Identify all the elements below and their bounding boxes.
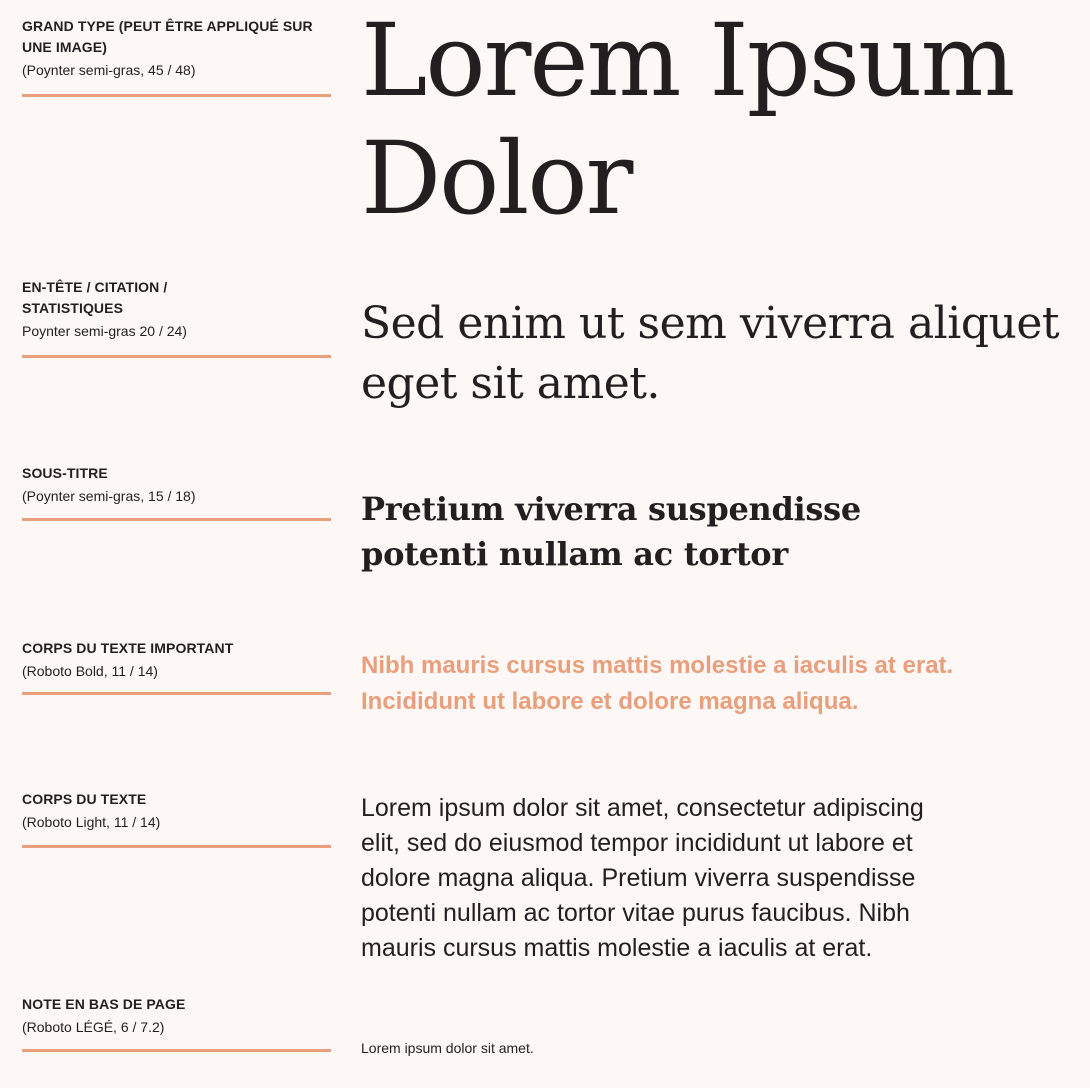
label-spec: Poynter semi-gras 20 / 24)	[22, 323, 187, 339]
sample-line: dolore magna aliqua. Pretium viverra suspendisse	[361, 864, 916, 892]
label-title: EN-TÊTE / CITATION / STATISTIQUES	[22, 279, 168, 316]
sample-heading	[361, 294, 1081, 414]
sample-footnote	[361, 1038, 534, 1058]
label-spec: (Roboto Light, 11 / 14)	[22, 814, 161, 830]
divider-rule	[22, 94, 331, 97]
sample-important-body	[361, 648, 1081, 720]
label-title: SOUS-TITRE	[22, 465, 108, 481]
label-title: NOTE EN BAS DE PAGE	[22, 996, 186, 1012]
sample-line: Lorem Ipsum	[361, 2, 1014, 119]
sample-line: mauris cursus mattis molestie a iaculis at erat.	[361, 934, 873, 962]
sample-line: Dolor	[361, 120, 632, 237]
sample-grand-type	[361, 2, 1081, 238]
sample-line: Lorem ipsum dolor sit amet.	[361, 1040, 534, 1056]
divider-rule	[22, 845, 331, 848]
sample-body	[361, 791, 1011, 966]
divider-rule	[22, 355, 331, 358]
divider-rule	[22, 692, 331, 695]
label-important-body	[22, 638, 331, 681]
label-subtitle	[22, 463, 331, 506]
divider-rule	[22, 518, 331, 521]
sample-line: potenti nullam ac tortor vitae purus faucibus. Nibh	[361, 899, 910, 927]
label-title: CORPS DU TEXTE	[22, 791, 147, 807]
sample-line: Lorem ipsum dolor sit amet, consectetur adipiscing	[361, 794, 924, 822]
label-title: CORPS DU TEXTE IMPORTANT	[22, 640, 234, 656]
label-spec: (Roboto Bold, 11 / 14)	[22, 663, 158, 679]
sample-line: Pretium viverra suspendisse	[361, 490, 861, 528]
sample-line: Incididunt ut labore et dolore magna aliqua.	[361, 688, 859, 715]
sample-subtitle	[361, 487, 921, 577]
label-spec: (Roboto LÉGÉ, 6 / 7.2)	[22, 1019, 165, 1035]
sample-line: potenti nullam ac tortor	[361, 535, 788, 573]
label-body	[22, 789, 331, 832]
label-spec: (Poynter semi-gras, 15 / 18)	[22, 488, 196, 504]
label-title: GRAND TYPE (PEUT ÊTRE APPLIQUÉ SUR UNE IMAGE)	[22, 18, 313, 55]
sample-line: Sed enim ut sem viverra aliquet	[361, 298, 1060, 349]
label-footnote	[22, 994, 331, 1037]
label-grand-type	[22, 16, 331, 80]
sample-line: elit, sed do eiusmod tempor incididunt ut labore et	[361, 829, 913, 857]
sample-line: Nibh mauris cursus mattis molestie a iaculis at erat.	[361, 652, 954, 679]
label-heading	[22, 277, 331, 341]
label-spec: (Poynter semi-gras, 45 / 48)	[22, 62, 196, 78]
sample-line: eget sit amet.	[361, 358, 660, 409]
divider-rule	[22, 1049, 331, 1052]
